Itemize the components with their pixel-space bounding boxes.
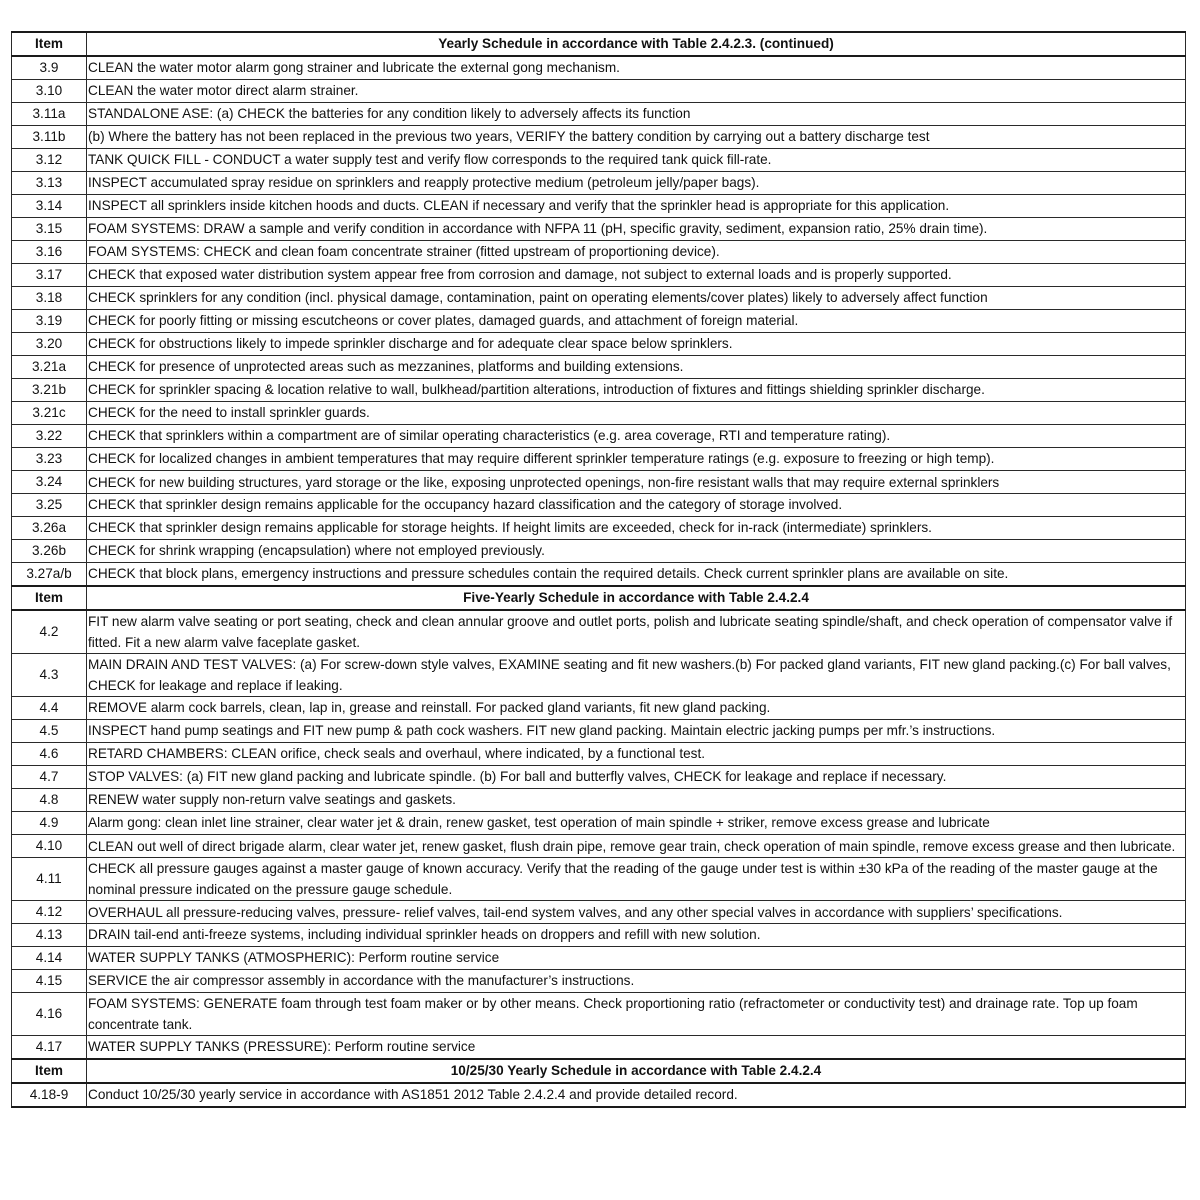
item-number: 4.9 bbox=[12, 812, 87, 835]
item-number: 4.4 bbox=[12, 697, 87, 720]
table-row bbox=[12, 149, 1186, 172]
schedule-page bbox=[11, 31, 1185, 1108]
table-row bbox=[12, 195, 1186, 218]
item-number: 3.14 bbox=[12, 195, 87, 218]
table-row bbox=[12, 901, 1186, 924]
task-description: INSPECT all sprinklers inside kitchen hoods and ducts. CLEAN if necessary and verify that the sprinkler head is appropriate for this application. bbox=[87, 195, 1186, 218]
table-row bbox=[12, 310, 1186, 333]
task-description: Conduct 10/25/30 yearly service in accordance with AS1851 2012 Table 2.4.2.4 and provide detailed record. bbox=[87, 1083, 1186, 1107]
task-description: DRAIN tail-end anti-freeze systems, including individual sprinkler heads on droppers and refill with new solution. bbox=[87, 924, 1186, 947]
table-row bbox=[12, 494, 1186, 517]
table-row bbox=[12, 789, 1186, 812]
item-number: 3.26a bbox=[12, 517, 87, 540]
item-number: 4.2 bbox=[12, 610, 87, 654]
table-row bbox=[12, 425, 1186, 448]
table-row bbox=[12, 835, 1186, 858]
table-row bbox=[12, 56, 1186, 80]
task-description: WATER SUPPLY TANKS (PRESSURE): Perform routine service bbox=[87, 1036, 1186, 1060]
item-number: 4.15 bbox=[12, 970, 87, 993]
item-number: 4.13 bbox=[12, 924, 87, 947]
item-number: 3.27a/b bbox=[12, 563, 87, 587]
task-description: INSPECT hand pump seatings and FIT new pump & path cock washers. FIT new gland packing. Maintain electric jacking pumps per mfr.’s instructions. bbox=[87, 720, 1186, 743]
item-number: 3.13 bbox=[12, 172, 87, 195]
item-number: 3.24 bbox=[12, 471, 87, 494]
section-title: Yearly Schedule in accordance with Table 2.4.2.3. (continued) bbox=[87, 32, 1186, 56]
task-description: CHECK for presence of unprotected areas such as mezzanines, platforms and building extensions. bbox=[87, 356, 1186, 379]
item-number: 4.6 bbox=[12, 743, 87, 766]
item-number: 3.11b bbox=[12, 126, 87, 149]
task-description: CHECK for the need to install sprinkler guards. bbox=[87, 402, 1186, 425]
table-row bbox=[12, 540, 1186, 563]
table-row bbox=[12, 924, 1186, 947]
task-description: CHECK for new building structures, yard storage or the like, exposing unprotected openings, non-fire resistant walls that may require external sprinklers bbox=[87, 471, 1186, 494]
item-number: 3.19 bbox=[12, 310, 87, 333]
task-description: CHECK for obstructions likely to impede sprinkler discharge and for adequate clear space below sprinklers. bbox=[87, 333, 1186, 356]
item-column-header: Item bbox=[12, 32, 87, 56]
item-column-header: Item bbox=[12, 1059, 87, 1083]
task-description: CHECK that sprinklers within a compartment are of similar operating characteristics (e.g. area coverage, RTI and temperature rating). bbox=[87, 425, 1186, 448]
table-row bbox=[12, 356, 1186, 379]
item-number: 3.23 bbox=[12, 448, 87, 471]
task-description: CHECK that sprinkler design remains applicable for the occupancy hazard classification and the category of storage involved. bbox=[87, 494, 1186, 517]
table-row bbox=[12, 654, 1186, 697]
task-description: CLEAN out well of direct brigade alarm, clear water jet, renew gasket, flush drain pipe, remove gear train, check operation of main spindle, remove excess grease and then lubricate. bbox=[87, 835, 1186, 858]
item-number: 3.9 bbox=[12, 56, 87, 80]
table-row bbox=[12, 858, 1186, 901]
table-row bbox=[12, 402, 1186, 425]
item-number: 4.16 bbox=[12, 993, 87, 1036]
item-number: 3.16 bbox=[12, 241, 87, 264]
task-description: (b) Where the battery has not been replaced in the previous two years, VERIFY the battery condition by carrying out a battery discharge test bbox=[87, 126, 1186, 149]
task-description: CLEAN the water motor direct alarm strainer. bbox=[87, 80, 1186, 103]
table-row bbox=[12, 241, 1186, 264]
table-row bbox=[12, 812, 1186, 835]
table-row bbox=[12, 993, 1186, 1036]
item-number: 4.7 bbox=[12, 766, 87, 789]
table-row bbox=[12, 80, 1186, 103]
task-description: CHECK that sprinkler design remains applicable for storage heights. If height limits are exceeded, check for in-rack (intermediate) sprinklers. bbox=[87, 517, 1186, 540]
item-number: 4.5 bbox=[12, 720, 87, 743]
task-description: RETARD CHAMBERS: CLEAN orifice, check seals and overhaul, where indicated, by a functional test. bbox=[87, 743, 1186, 766]
task-description: RENEW water supply non-return valve seatings and gaskets. bbox=[87, 789, 1186, 812]
item-number: 4.12 bbox=[12, 901, 87, 924]
table-row bbox=[12, 126, 1186, 149]
task-description: CHECK all pressure gauges against a master gauge of known accuracy. Verify that the reading of the gauge under test is within ±30 kPa of the reading of the master gauge at the nominal pressure indicated on the pressure gauge schedule. bbox=[87, 858, 1186, 901]
item-number: 3.11a bbox=[12, 103, 87, 126]
task-description: CHECK for shrink wrapping (encapsulation) where not employed previously. bbox=[87, 540, 1186, 563]
item-number: 3.12 bbox=[12, 149, 87, 172]
task-description: CHECK for localized changes in ambient temperatures that may require different sprinkler temperature ratings (e.g. exposure to freezing or high temp). bbox=[87, 448, 1186, 471]
item-number: 3.21c bbox=[12, 402, 87, 425]
section-header-ten-twentyfive-thirty-yearly bbox=[12, 1059, 1186, 1083]
table-row bbox=[12, 287, 1186, 310]
task-description: FOAM SYSTEMS: CHECK and clean foam concentrate strainer (fitted upstream of proportioning device). bbox=[87, 241, 1186, 264]
task-description: CLEAN the water motor alarm gong strainer and lubricate the external gong mechanism. bbox=[87, 56, 1186, 80]
item-number: 4.14 bbox=[12, 947, 87, 970]
item-number: 4.11 bbox=[12, 858, 87, 901]
item-number: 3.10 bbox=[12, 80, 87, 103]
item-number: 3.21a bbox=[12, 356, 87, 379]
item-number: 3.15 bbox=[12, 218, 87, 241]
table-row bbox=[12, 1036, 1186, 1060]
table-row bbox=[12, 743, 1186, 766]
task-description: CHECK that block plans, emergency instructions and pressure schedules contain the required details. Check current sprinkler plans are available on site. bbox=[87, 563, 1186, 587]
table-row bbox=[12, 697, 1186, 720]
section-title: 10/25/30 Yearly Schedule in accordance with Table 2.4.2.4 bbox=[87, 1059, 1186, 1083]
table-row bbox=[12, 517, 1186, 540]
section-title: Five-Yearly Schedule in accordance with Table 2.4.2.4 bbox=[87, 586, 1186, 610]
task-description: INSPECT accumulated spray residue on sprinklers and reapply protective medium (petroleum jelly/paper bags). bbox=[87, 172, 1186, 195]
task-description: FOAM SYSTEMS: DRAW a sample and verify condition in accordance with NFPA 11 (pH, specific gravity, sediment, expansion ratio, 25% drain time). bbox=[87, 218, 1186, 241]
task-description: FOAM SYSTEMS: GENERATE foam through test foam maker or by other means. Check proportioning ratio (refractometer or conductivity test) and drainage rate. Top up foam concentrate tank. bbox=[87, 993, 1186, 1036]
item-number: 4.8 bbox=[12, 789, 87, 812]
task-description: FIT new alarm valve seating or port seating, check and clean annular groove and outlet ports, polish and lubricate seating spindle/shaft, and check operation of compensator valve if fitted. Fit a new alarm valve faceplate gasket. bbox=[87, 610, 1186, 654]
table-row bbox=[12, 333, 1186, 356]
task-description: Alarm gong: clean inlet line strainer, clear water jet & drain, renew gasket, test operation of main spindle + striker, remove excess grease and lubricate bbox=[87, 812, 1186, 835]
task-description: OVERHAUL all pressure-reducing valves, pressure- relief valves, tail-end system valves, and any other special valves in accordance with suppliers’ specifications. bbox=[87, 901, 1186, 924]
table-row bbox=[12, 379, 1186, 402]
schedule-table-body bbox=[12, 32, 1186, 1107]
task-description: STOP VALVES: (a) FIT new gland packing and lubricate spindle. (b) For ball and butterfly valves, CHECK for leakage and replace if necessary. bbox=[87, 766, 1186, 789]
item-number: 4.3 bbox=[12, 654, 87, 697]
section-header-yearly bbox=[12, 32, 1186, 56]
table-row bbox=[12, 218, 1186, 241]
task-description: TANK QUICK FILL - CONDUCT a water supply test and verify flow corresponds to the required tank quick fill-rate. bbox=[87, 149, 1186, 172]
table-row bbox=[12, 610, 1186, 654]
table-row bbox=[12, 563, 1186, 587]
task-description: CHECK for poorly fitting or missing escutcheons or cover plates, damaged guards, and attachment of foreign material. bbox=[87, 310, 1186, 333]
task-description: WATER SUPPLY TANKS (ATMOSPHERIC): Perform routine service bbox=[87, 947, 1186, 970]
table-row bbox=[12, 970, 1186, 993]
item-number: 4.10 bbox=[12, 835, 87, 858]
table-row bbox=[12, 766, 1186, 789]
item-number: 3.20 bbox=[12, 333, 87, 356]
task-description: MAIN DRAIN AND TEST VALVES: (a) For screw-down style valves, EXAMINE seating and fit new washers.(b) For packed gland variants, FIT new gland packing.(c) For ball valves, CHECK for leakage and replace if leaking. bbox=[87, 654, 1186, 697]
table-row bbox=[12, 172, 1186, 195]
section-header-five-yearly bbox=[12, 586, 1186, 610]
task-description: REMOVE alarm cock barrels, clean, lap in, grease and reinstall. For packed gland variants, fit new gland packing. bbox=[87, 697, 1186, 720]
task-description: SERVICE the air compressor assembly in accordance with the manufacturer’s instructions. bbox=[87, 970, 1186, 993]
table-row bbox=[12, 1083, 1186, 1107]
item-number: 3.18 bbox=[12, 287, 87, 310]
task-description: CHECK sprinklers for any condition (incl. physical damage, contamination, paint on operating elements/cover plates) likely to adversely affect function bbox=[87, 287, 1186, 310]
item-number: 3.25 bbox=[12, 494, 87, 517]
maintenance-schedule-table bbox=[11, 31, 1186, 1108]
item-number: 4.17 bbox=[12, 1036, 87, 1060]
table-row bbox=[12, 720, 1186, 743]
item-number: 4.18-9 bbox=[12, 1083, 87, 1107]
table-row bbox=[12, 471, 1186, 494]
task-description: CHECK that exposed water distribution system appear free from corrosion and damage, not subject to external loads and is properly supported. bbox=[87, 264, 1186, 287]
table-row bbox=[12, 448, 1186, 471]
table-row bbox=[12, 947, 1186, 970]
item-number: 3.17 bbox=[12, 264, 87, 287]
table-row bbox=[12, 264, 1186, 287]
task-description: CHECK for sprinkler spacing & location relative to wall, bulkhead/partition alterations, introduction of fixtures and fittings shielding sprinkler discharge. bbox=[87, 379, 1186, 402]
task-description: STANDALONE ASE: (a) CHECK the batteries for any condition likely to adversely affects its function bbox=[87, 103, 1186, 126]
item-column-header: Item bbox=[12, 586, 87, 610]
item-number: 3.22 bbox=[12, 425, 87, 448]
table-row bbox=[12, 103, 1186, 126]
item-number: 3.21b bbox=[12, 379, 87, 402]
item-number: 3.26b bbox=[12, 540, 87, 563]
